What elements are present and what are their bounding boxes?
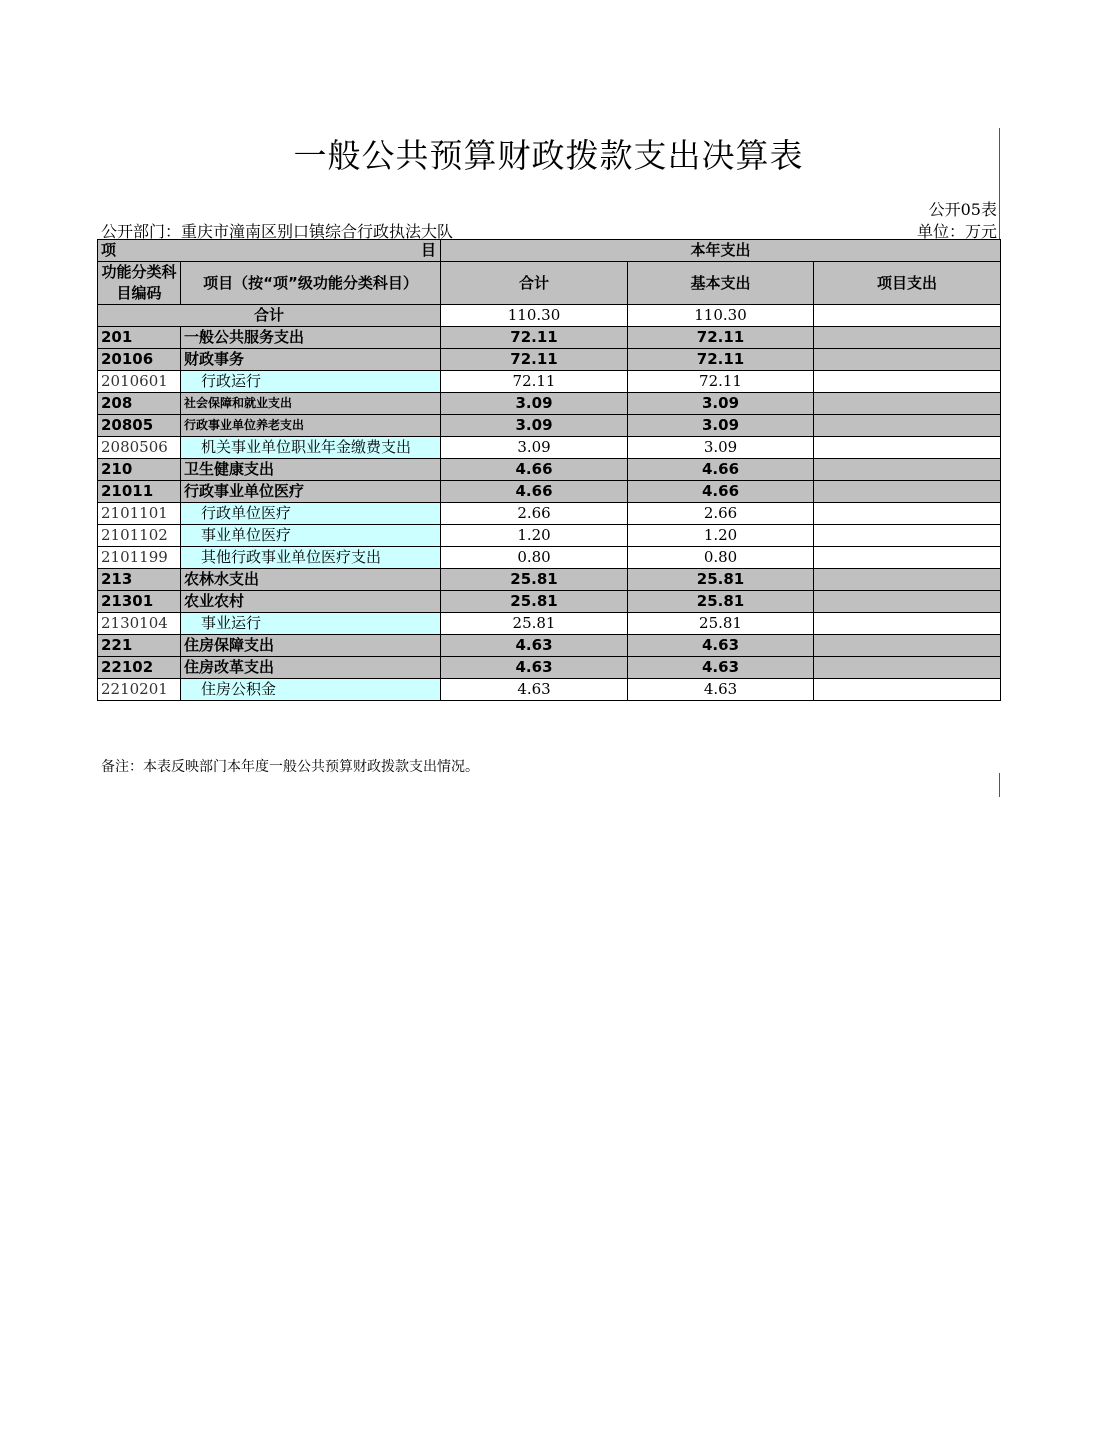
row-basic: 1.20 xyxy=(628,525,814,547)
row-name: 行政事业单位养老支出 xyxy=(181,415,441,437)
row-code: 22102 xyxy=(98,657,181,679)
total-basic: 110.30 xyxy=(628,305,814,327)
row-code: 2010601 xyxy=(98,371,181,393)
table-row xyxy=(98,327,1001,349)
row-code: 201 xyxy=(98,327,181,349)
row-total: 72.11 xyxy=(441,371,628,393)
total-project xyxy=(814,305,1001,327)
row-total: 4.66 xyxy=(441,459,628,481)
row-code: 221 xyxy=(98,635,181,657)
row-project xyxy=(814,327,1001,349)
row-project xyxy=(814,393,1001,415)
footnote: 备注：本表反映部门本年度一般公共预算财政拨款支出情况。 xyxy=(101,759,479,775)
row-code: 2080506 xyxy=(98,437,181,459)
row-project xyxy=(814,503,1001,525)
row-basic: 4.66 xyxy=(628,481,814,503)
row-basic: 72.11 xyxy=(628,349,814,371)
header-project: 项目支出 xyxy=(814,262,1001,305)
row-basic: 25.81 xyxy=(628,569,814,591)
row-total: 2.66 xyxy=(441,503,628,525)
row-total: 25.81 xyxy=(441,591,628,613)
expenditure-table xyxy=(97,239,1001,701)
total-row xyxy=(98,305,1001,327)
header-item-left: 项 xyxy=(101,241,117,259)
unit-label: 单位：万元 xyxy=(916,222,997,241)
row-name: 事业运行 xyxy=(181,613,441,635)
row-name: 住房公积金 xyxy=(181,679,441,701)
header-basic: 基本支出 xyxy=(628,262,814,305)
row-total: 4.66 xyxy=(441,481,628,503)
row-basic: 25.81 xyxy=(628,591,814,613)
total-label: 合计 xyxy=(98,305,441,327)
table-row xyxy=(98,415,1001,437)
row-project xyxy=(814,525,1001,547)
row-basic: 4.66 xyxy=(628,459,814,481)
row-name: 一般公共服务支出 xyxy=(181,327,441,349)
row-name: 行政事业单位医疗 xyxy=(181,481,441,503)
table-row xyxy=(98,459,1001,481)
row-name: 行政单位医疗 xyxy=(181,503,441,525)
table-row xyxy=(98,525,1001,547)
row-project xyxy=(814,591,1001,613)
header-item-cell xyxy=(98,240,441,262)
row-name: 社会保障和就业支出 xyxy=(181,393,441,415)
header-total: 合计 xyxy=(441,262,628,305)
form-number: 公开05表 xyxy=(928,200,997,219)
row-basic: 4.63 xyxy=(628,679,814,701)
row-project xyxy=(814,635,1001,657)
row-code: 2101199 xyxy=(98,547,181,569)
row-name: 农业农村 xyxy=(181,591,441,613)
row-code: 208 xyxy=(98,393,181,415)
row-code: 2210201 xyxy=(98,679,181,701)
row-total: 4.63 xyxy=(441,657,628,679)
row-total: 4.63 xyxy=(441,635,628,657)
row-name: 住房改革支出 xyxy=(181,657,441,679)
row-total: 4.63 xyxy=(441,679,628,701)
table-row xyxy=(98,569,1001,591)
header-row-2 xyxy=(98,262,1001,305)
table-row xyxy=(98,349,1001,371)
row-basic: 25.81 xyxy=(628,613,814,635)
row-basic: 72.11 xyxy=(628,371,814,393)
header-name: 项目（按“项”级功能分类科目） xyxy=(181,262,441,305)
row-code: 2130104 xyxy=(98,613,181,635)
row-name: 行政运行 xyxy=(181,371,441,393)
row-basic: 2.66 xyxy=(628,503,814,525)
row-total: 1.20 xyxy=(441,525,628,547)
row-name: 其他行政事业单位医疗支出 xyxy=(181,547,441,569)
row-basic: 4.63 xyxy=(628,657,814,679)
row-code: 213 xyxy=(98,569,181,591)
row-name: 农林水支出 xyxy=(181,569,441,591)
table-row xyxy=(98,371,1001,393)
row-total: 25.81 xyxy=(441,569,628,591)
right-border-line-lower xyxy=(999,773,1000,797)
row-name: 卫生健康支出 xyxy=(181,459,441,481)
row-project xyxy=(814,415,1001,437)
table-row xyxy=(98,393,1001,415)
row-code: 21011 xyxy=(98,481,181,503)
row-project xyxy=(814,371,1001,393)
row-basic: 72.11 xyxy=(628,327,814,349)
row-total: 3.09 xyxy=(441,415,628,437)
row-code: 2101101 xyxy=(98,503,181,525)
row-total: 72.11 xyxy=(441,327,628,349)
row-code: 21301 xyxy=(98,591,181,613)
header-item-right: 目 xyxy=(421,241,437,259)
row-name: 事业单位医疗 xyxy=(181,525,441,547)
row-basic: 4.63 xyxy=(628,635,814,657)
row-total: 0.80 xyxy=(441,547,628,569)
row-total: 3.09 xyxy=(441,393,628,415)
row-code: 210 xyxy=(98,459,181,481)
row-name: 财政事务 xyxy=(181,349,441,371)
table-row xyxy=(98,591,1001,613)
row-basic: 3.09 xyxy=(628,437,814,459)
table-row xyxy=(98,481,1001,503)
row-code: 20106 xyxy=(98,349,181,371)
row-basic: 3.09 xyxy=(628,415,814,437)
table-row xyxy=(98,547,1001,569)
table-row xyxy=(98,437,1001,459)
row-project xyxy=(814,679,1001,701)
row-total: 72.11 xyxy=(441,349,628,371)
row-project xyxy=(814,437,1001,459)
row-name: 机关事业单位职业年金缴费支出 xyxy=(181,437,441,459)
row-basic: 3.09 xyxy=(628,393,814,415)
department-label: 公开部门：重庆市潼南区别口镇综合行政执法大队 xyxy=(101,222,454,241)
page-title: 一般公共预算财政拨款支出决算表 xyxy=(293,136,804,175)
table-row xyxy=(98,613,1001,635)
table-row xyxy=(98,635,1001,657)
row-project xyxy=(814,459,1001,481)
row-project xyxy=(814,613,1001,635)
header-code: 功能分类科目编码 xyxy=(98,262,181,305)
row-total: 25.81 xyxy=(441,613,628,635)
header-current-year: 本年支出 xyxy=(441,240,1001,262)
header-row-1 xyxy=(98,240,1001,262)
row-project xyxy=(814,349,1001,371)
row-project xyxy=(814,547,1001,569)
row-code: 2101102 xyxy=(98,525,181,547)
row-project xyxy=(814,569,1001,591)
row-project xyxy=(814,657,1001,679)
row-code: 20805 xyxy=(98,415,181,437)
row-name: 住房保障支出 xyxy=(181,635,441,657)
row-total: 3.09 xyxy=(441,437,628,459)
row-project xyxy=(814,481,1001,503)
row-basic: 0.80 xyxy=(628,547,814,569)
total-total: 110.30 xyxy=(441,305,628,327)
table-row xyxy=(98,657,1001,679)
table-row xyxy=(98,503,1001,525)
table-row xyxy=(98,679,1001,701)
